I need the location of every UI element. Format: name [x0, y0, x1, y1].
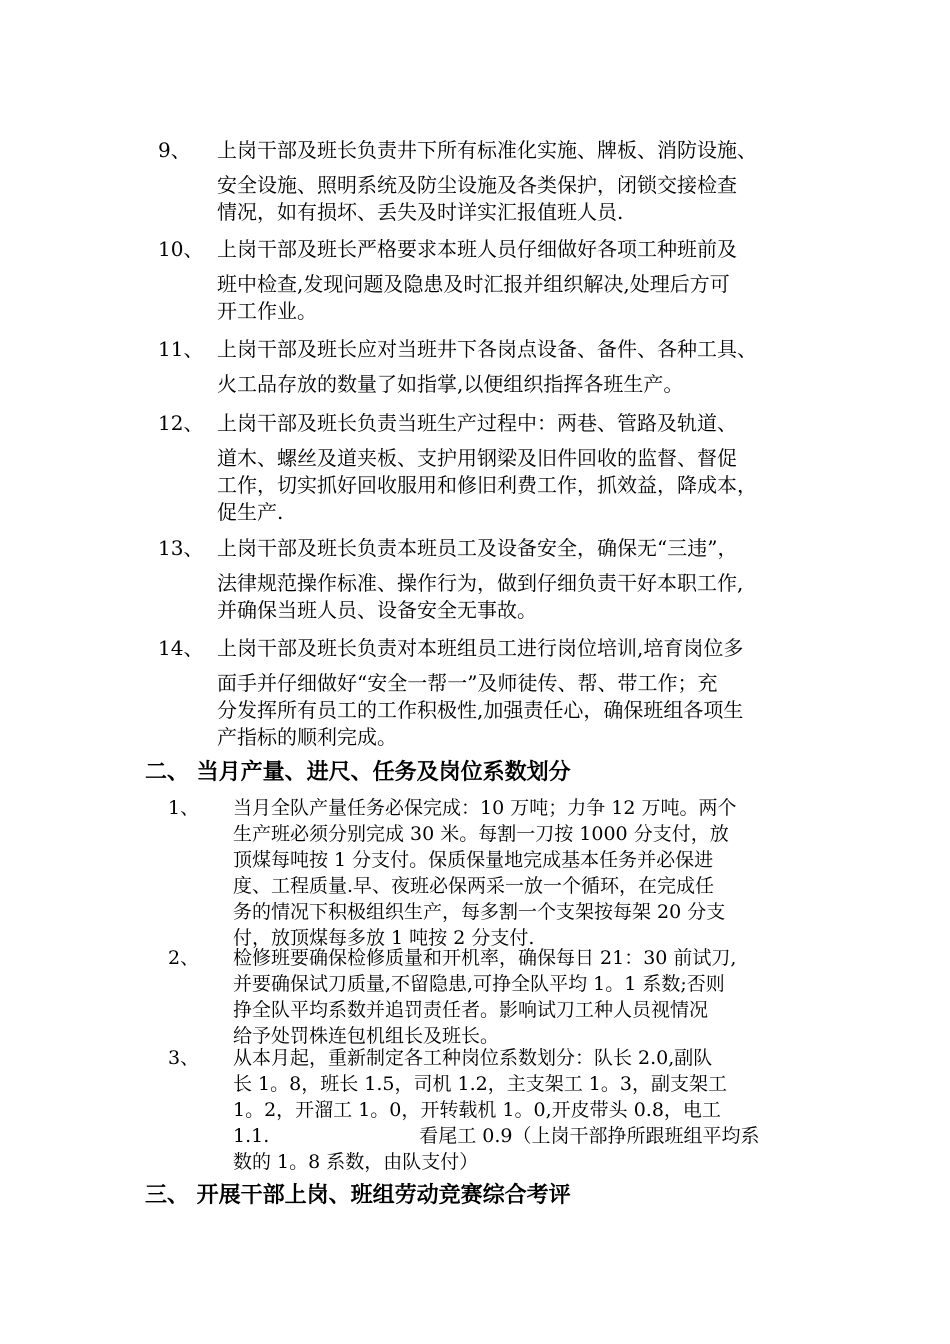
item-body: [233, 945, 813, 1049]
rule-text-line: 上岗干部及班长应对当班井下各岗点设备、备件、各种工具、: [217, 337, 757, 361]
item-text-line: 数的 1。8 系数，由队支付）: [233, 1151, 479, 1173]
rule-text-line: 班中检查,发现问题及隐患及时汇报并组织解决,处理后方可: [217, 272, 730, 296]
item-text-line: [233, 1123, 813, 1149]
item-number: 2、: [168, 947, 200, 969]
rule-text-continuation: [217, 570, 827, 624]
rule-text-line: 道木、螺丝及道夹板、支护用钢梁及旧件回收的监督、督促: [217, 446, 737, 470]
rule-text-line: 上岗干部及班长严格要求本班人员仔细做好各项工种班前及: [217, 237, 737, 261]
item-text-line: 当月全队产量任务必保完成：10 万吨；力争 12 万吨。两个: [233, 797, 737, 819]
rule-text-line: 上岗干部及班长负责井下所有标准化实施、牌板、消防设施、: [217, 138, 757, 162]
rule-text-line: 上岗干部及班长负责本班员工及设备安全，确保无“三违”，: [217, 536, 738, 560]
rule-text-line: 上岗干部及班长负责对本班组员工进行岗位培训,培育岗位多: [217, 636, 744, 660]
item-number: 3、: [168, 1047, 200, 1069]
item-number: 1、: [168, 797, 200, 819]
item-text-line: 顶煤每吨按 1 分支付。保质保量地完成基本任务并必保进: [233, 849, 714, 871]
rule-number: 10、: [158, 237, 204, 261]
item-text-line: 给予处罚株连包机组长及班长。: [233, 1025, 500, 1047]
item-text-line: 长 1。8，班长 1.5，司机 1.2，主支架工 1。3，副支架工: [233, 1073, 727, 1095]
item-text-line: 并要确保试刀质量,不留隐患,可挣全队平均 1。1 系数;否则: [233, 973, 725, 995]
rule-number: 13、: [158, 536, 204, 560]
item-text-line: 生产班必须分别完成 30 米。每割一刀按 1000 分支付，放: [233, 823, 729, 845]
rule-text-line: 法律规范操作标准、操作行为，做到仔细负责干好本职工作,: [217, 571, 744, 595]
rule-number: 14、: [158, 636, 204, 660]
section-heading: 三、 开展干部上岗、班组劳动竞赛综合考评: [145, 1182, 571, 1208]
rule-text-continuation: [217, 371, 827, 398]
item-text-fragment: 看尾工 0.9（上岗干部挣所跟班组平均系: [419, 1125, 760, 1147]
rule-text-line: 火工品存放的数量了如指掌,以便组织指挥各班生产。: [217, 372, 684, 396]
rule-text-continuation: [217, 445, 827, 526]
rule-text-line: 产指标的顺利完成。: [217, 725, 397, 749]
rule-text-line: 分发挥所有员工的工作积极性,加强责任心，确保班组各项生: [217, 698, 744, 722]
item-text-fragment: 1.1.: [233, 1125, 270, 1147]
rule-text-line: 工作，切实抓好回收服用和修旧利费工作，抓效益，降成本，: [217, 473, 757, 497]
rule-text-continuation: [217, 670, 827, 751]
rule-number: 9、: [158, 138, 191, 162]
rule-text-line: 并确保当班人员、设备安全无事故。: [217, 598, 537, 622]
rule-text-line: 开工作业。: [217, 299, 317, 323]
item-text-line: 检修班要确保检修质量和开机率，确保每日 21：30 前试刀,: [233, 947, 737, 969]
item-text-line: 付，放顶煤每多放 1 吨按 2 分支付.: [233, 927, 535, 949]
rule-text-line: 安全设施、照明系统及防尘设施及各类保护，闭锁交接检查: [217, 173, 737, 197]
rule-text-continuation: [217, 271, 827, 325]
rule-text-line: 面手并仔细做好“安全一帮一”及师徒传、帮、带工作；充: [217, 671, 718, 695]
item-text-line: 务的情况下积极组织生产，每多割一个支架按每架 20 分支: [233, 901, 726, 923]
section-heading: 二、 当月产量、进尺、任务及岗位系数划分: [145, 759, 571, 785]
rule-number: 12、: [158, 411, 204, 435]
item-body: [233, 795, 813, 951]
item-body: [233, 1045, 813, 1175]
rule-text-line: 上岗干部及班长负责当班生产过程中：两巷、管路及轨道、: [217, 411, 737, 435]
rule-text-line: 情况，如有损坏、丢失及时详实汇报值班人员.: [217, 200, 624, 224]
rule-number: 11、: [158, 337, 204, 361]
rule-text-line: 促生产.: [217, 500, 284, 524]
rule-text-continuation: [217, 172, 827, 226]
item-text-line: 度、工程质量.早、夜班必保两采一放一个循环，在完成任: [233, 875, 715, 897]
item-text-line: 1。2，开溜工 1。0，开转载机 1。0,开皮带头 0.8，电工: [233, 1099, 721, 1121]
item-text-line: 从本月起，重新制定各工种岗位系数划分：队长 2.0,副队: [233, 1047, 713, 1069]
item-text-line: 挣全队平均系数并追罚责任者。影响试刀工种人员视情况: [233, 999, 709, 1021]
